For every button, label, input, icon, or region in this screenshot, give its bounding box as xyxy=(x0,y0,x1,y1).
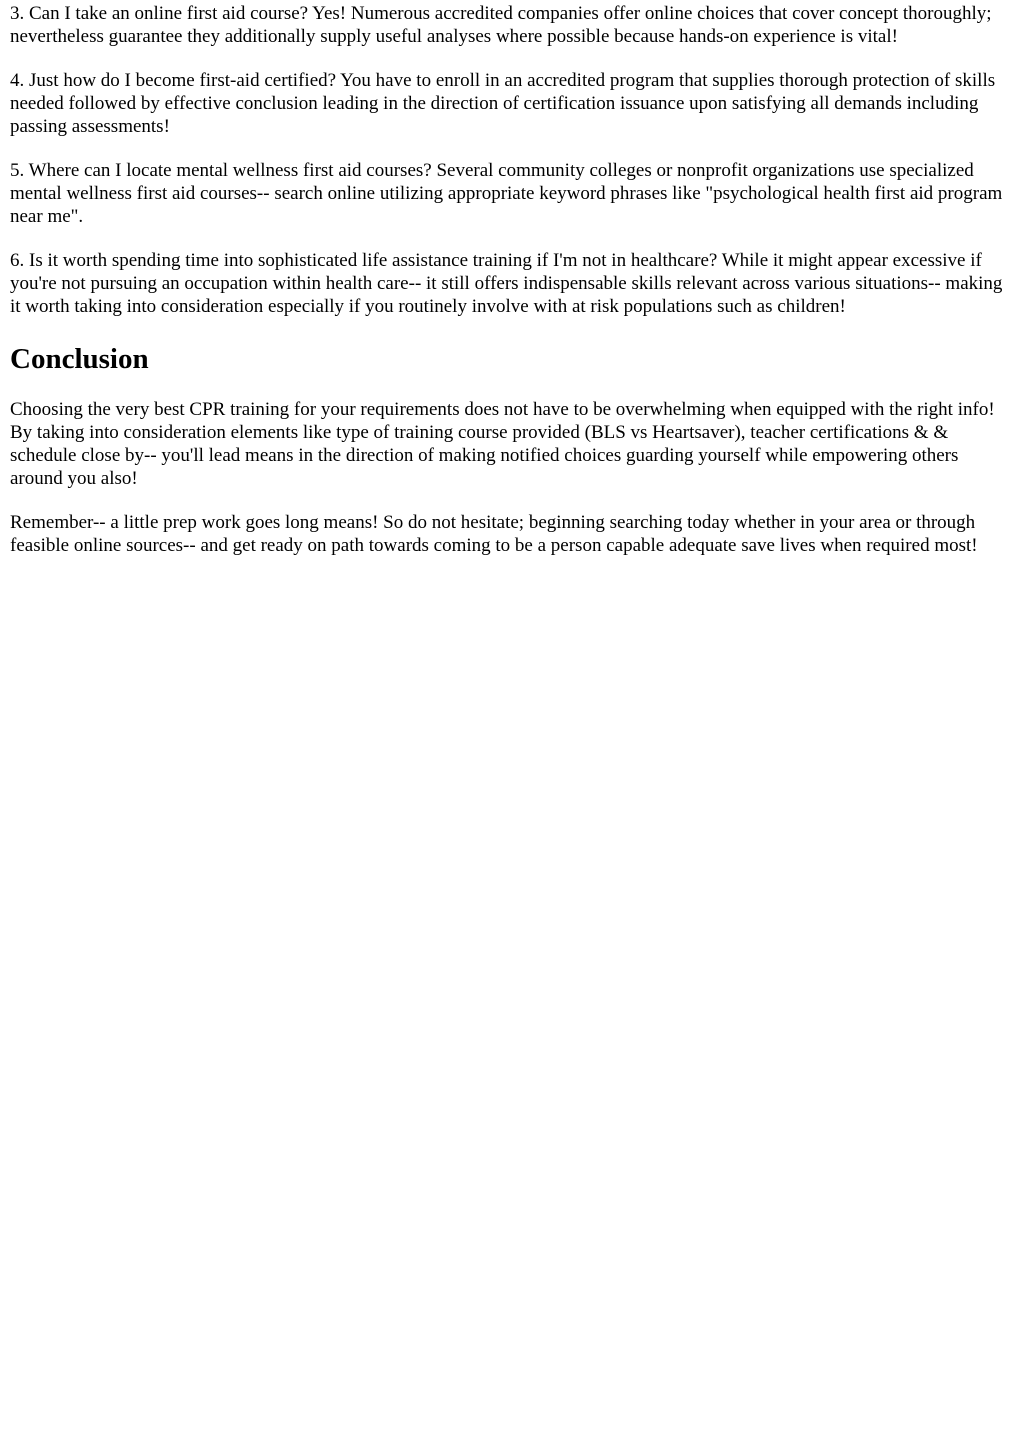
article-body xyxy=(0,2,1024,557)
faq-item-4: 4. Just how do I become first-aid certified? You have to enroll in an accredited program that supplies thorough protection of skills needed followed by effective conclusion leading in the direction of certification issuance upon satisfying all demands including passing assessments! xyxy=(10,70,996,137)
conclusion-paragraph-2: Remember-- a little prep work goes long means! So do not hesitate; beginning searching today whether in your area or through feasible online sources-- and get ready on path towards coming to be a person capable adequate save lives when required most! xyxy=(10,512,978,556)
faq-item-6: 6. Is it worth spending time into sophisticated life assistance training if I'm not in healthcare? While it might appear excessive if you're not pursuing an occupation within health care-- it still offers indispensable skills relevant across various situations-- making it worth taking into consideration especially if you routinely involve with at risk populations such as children! xyxy=(10,250,1003,317)
faq-item-3: 3. Can I take an online first aid course? Yes! Numerous accredited companies offer online choices that cover concept thoroughly; nevertheless guarantee they additionally supply useful analyses where possible because hands-on experience is vital! xyxy=(10,3,992,47)
conclusion-paragraph-1: Choosing the very best CPR training for your requirements does not have to be overwhelming when equipped with the right info! By taking into consideration elements like type of training course provided (BLS vs Heartsaver), teacher certifications & & schedule close by-- you'll lead means in the direction of making notified choices guarding yourself while empowering others around you also! xyxy=(10,399,995,489)
conclusion-heading: Conclusion xyxy=(10,343,149,375)
faq-item-5: 5. Where can I locate mental wellness first aid courses? Several community colleges or nonprofit organizations use specialized mental wellness first aid courses-- search online utilizing appropriate keyword phrases like "psychological health first aid program near me". xyxy=(10,160,1003,227)
